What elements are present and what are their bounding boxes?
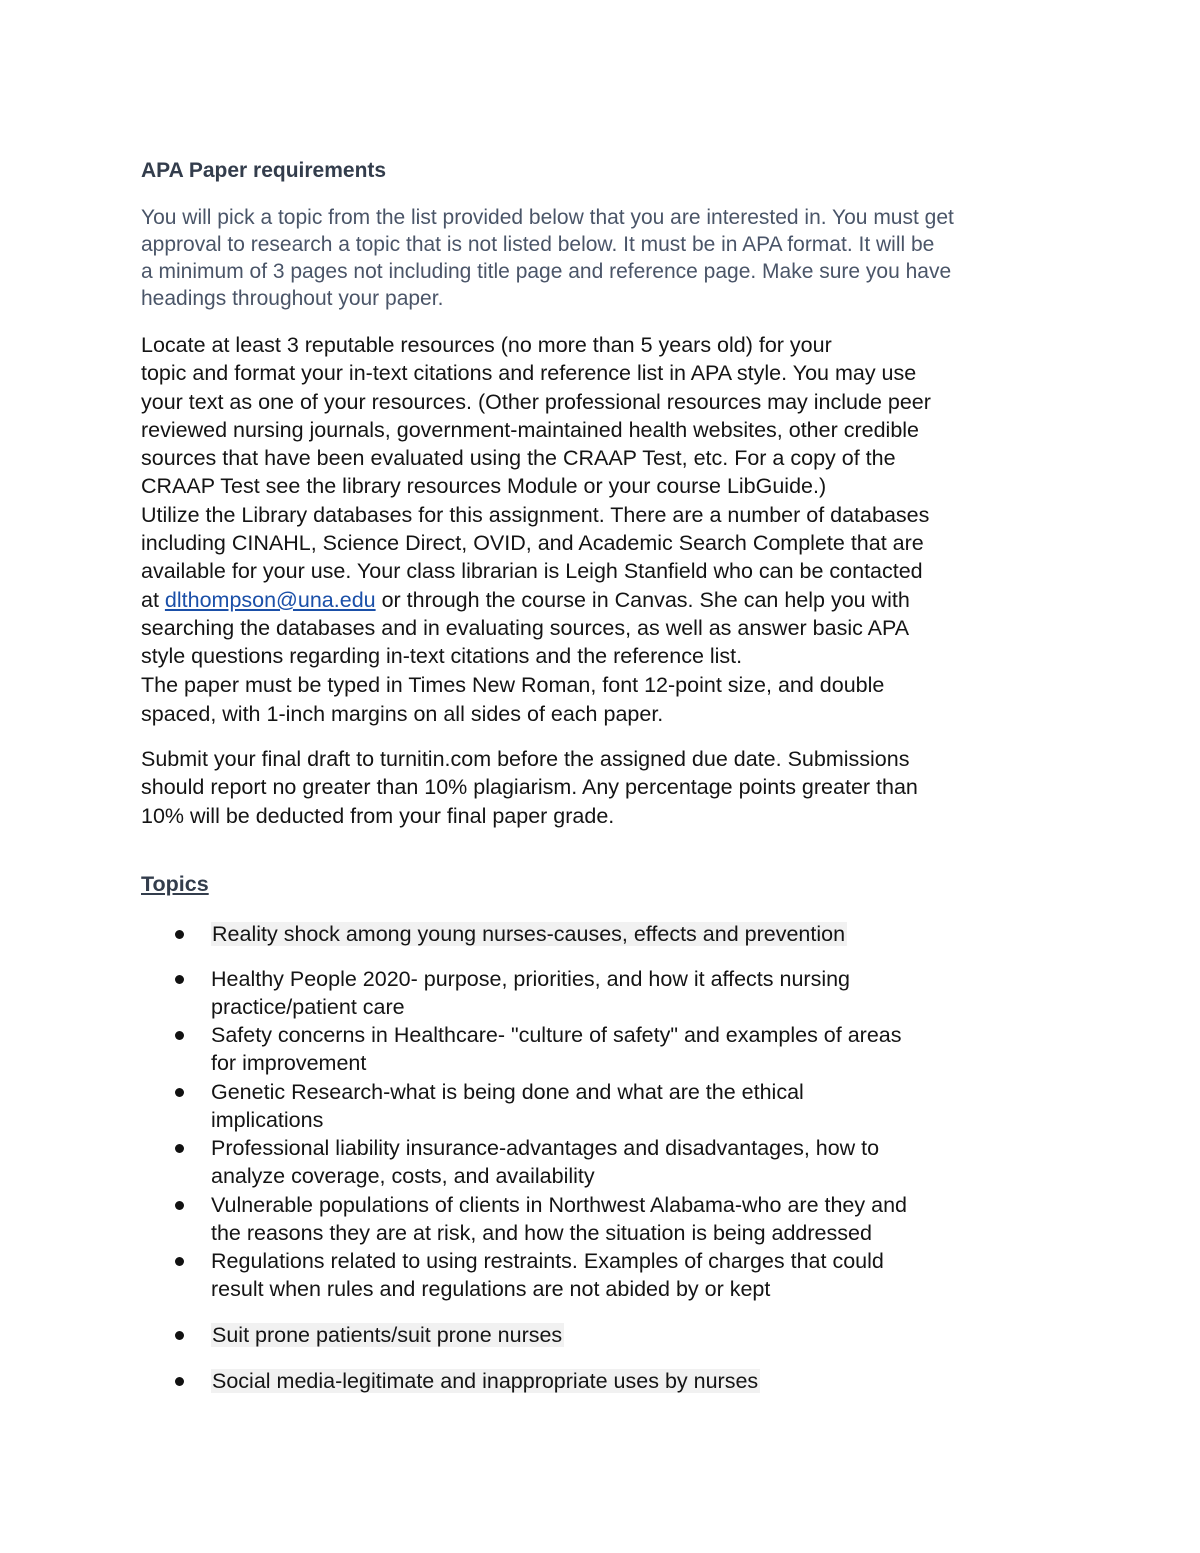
bullet-icon	[175, 1031, 184, 1040]
bullet-icon	[175, 1377, 184, 1386]
bullet-icon	[175, 930, 184, 939]
bullet-icon	[175, 1257, 184, 1266]
topics-heading: Topics	[141, 872, 209, 896]
topic-text: Social media-legitimate and inappropriate uses by nurses	[212, 1369, 759, 1393]
topic-text: the reasons they are at risk, and how the situation is being addressed	[211, 1221, 872, 1246]
topic-text: Reality shock among young nurses-causes, effects and prevention	[212, 922, 846, 946]
resources-line: your text as one of your resources. (Other professional resources may include peer	[141, 389, 931, 414]
email-suffix: or through the course in Canvas. She can help you with	[375, 587, 910, 612]
document-title: APA Paper requirements	[141, 159, 387, 182]
topic-item	[211, 920, 847, 948]
bullet-icon	[175, 1201, 184, 1210]
bullet-icon	[175, 1088, 184, 1097]
topic-item	[211, 965, 850, 1022]
resources-line: available for your use. Your class librarian is Leigh Stanfield who can be contacted	[141, 559, 923, 584]
topic-text: Vulnerable populations of clients in Northwest Alabama-who are they and	[211, 1193, 907, 1217]
topic-text: practice/patient care	[211, 995, 405, 1020]
format-line: spaced, with 1-inch margins on all sides of each paper.	[141, 701, 664, 726]
topic-item	[211, 1247, 884, 1304]
intro-line: a minimum of 3 pages not including title page and reference page. Make sure you have	[141, 260, 952, 283]
resources-paragraph	[141, 331, 1071, 728]
topic-text: Regulations related to using restraints. Examples of charges that could	[211, 1249, 884, 1273]
topic-text: for improvement	[211, 1051, 367, 1076]
topic-item	[211, 1321, 564, 1349]
bullet-icon	[175, 975, 184, 984]
intro-line: You will pick a topic from the list provided below that you are interested in. You must get	[141, 206, 954, 229]
topic-item	[211, 1134, 879, 1191]
topic-item	[211, 1021, 901, 1078]
bullet-icon	[175, 1331, 184, 1340]
resources-line: style questions regarding in-text citations and the reference list.	[141, 644, 743, 669]
topic-text: Healthy People 2020- purpose, priorities, and how it affects nursing	[211, 967, 851, 991]
submit-line: should report no greater than 10% plagiarism. Any percentage points greater than	[141, 775, 918, 800]
librarian-email-link[interactable]: dlthompson@una.edu	[164, 587, 376, 612]
resources-line: Locate at least 3 reputable resources (no more than 5 years old) for your	[141, 333, 832, 357]
resources-line: reviewed nursing journals, government-maintained health websites, other credible	[141, 417, 920, 442]
topic-item	[211, 1078, 804, 1135]
topic-text: Safety concerns in Healthcare- "culture of safety" and examples of areas	[211, 1023, 902, 1047]
intro-paragraph	[141, 204, 1071, 312]
topic-text: analyze coverage, costs, and availability	[211, 1164, 595, 1189]
intro-line: approval to research a topic that is not listed below. It must be in APA format. It will be	[141, 233, 935, 256]
topic-text: Genetic Research-what is being done and what are the ethical	[211, 1080, 804, 1104]
resources-line: including CINAHL, Science Direct, OVID, and Academic Search Complete that are	[141, 531, 924, 556]
topic-text: Professional liability insurance-advantages and disadvantages, how to	[211, 1136, 880, 1160]
topic-text: result when rules and regulations are not abided by or kept	[211, 1277, 771, 1302]
format-line: The paper must be typed in Times New Roman, font 12-point size, and double	[141, 672, 885, 697]
resources-line: topic and format your in-text citations and reference list in APA style. You may use	[141, 361, 917, 386]
intro-line: headings throughout your paper.	[141, 287, 444, 310]
resources-line: CRAAP Test see the library resources Module or your course LibGuide.)	[141, 474, 827, 499]
email-line	[141, 586, 1071, 614]
bullet-icon	[175, 1144, 184, 1153]
topic-item	[211, 1367, 760, 1395]
email-prefix: at	[141, 587, 165, 612]
topic-text: Suit prone patients/suit prone nurses	[212, 1323, 563, 1347]
resources-line: Utilize the Library databases for this assignment. There are a number of databases	[141, 502, 930, 527]
resources-line: sources that have been evaluated using the CRAAP Test, etc. For a copy of the	[141, 446, 896, 471]
submit-paragraph	[141, 745, 1071, 830]
submit-line: Submit your final draft to turnitin.com before the assigned due date. Submissions	[141, 747, 910, 771]
topic-text: implications	[211, 1108, 324, 1133]
topic-item	[211, 1191, 907, 1248]
resources-line: searching the databases and in evaluating sources, as well as answer basic APA	[141, 615, 910, 640]
submit-line: 10% will be deducted from your final paper grade.	[141, 803, 615, 828]
